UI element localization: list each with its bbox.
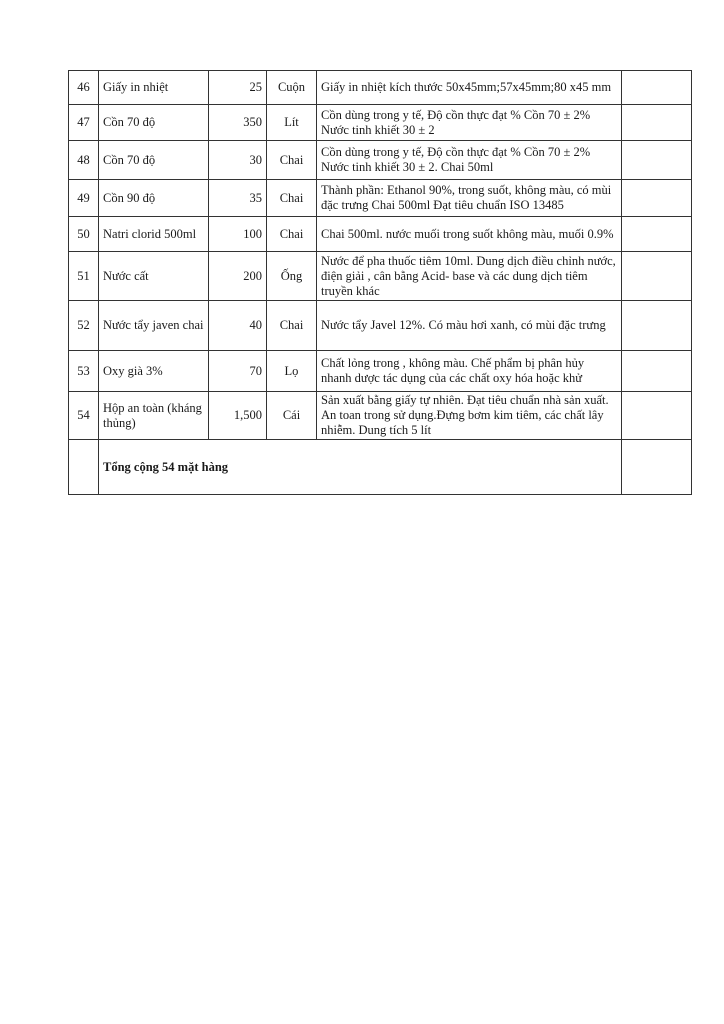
item-quantity: 350 — [209, 105, 267, 141]
table-row — [69, 71, 692, 105]
item-quantity: 35 — [209, 180, 267, 217]
item-unit: Lọ — [267, 351, 317, 392]
item-unit: Ống — [267, 252, 317, 301]
empty-cell — [622, 440, 692, 495]
table-row — [69, 301, 692, 351]
item-quantity: 40 — [209, 301, 267, 351]
item-name: Nước tẩy javen chai — [99, 301, 209, 351]
total-label: Tổng cộng 54 mặt hàng — [99, 440, 622, 495]
item-description: Chai 500ml. nước muối trong suốt không màu, muối 0.9% — [317, 217, 622, 252]
empty-cell — [622, 141, 692, 180]
item-quantity: 25 — [209, 71, 267, 105]
row-number: 54 — [69, 392, 99, 440]
item-description: Giấy in nhiệt kích thước 50x45mm;57x45mm;80 x45 mm — [317, 71, 622, 105]
item-quantity: 200 — [209, 252, 267, 301]
table-row — [69, 392, 692, 440]
item-name: Cồn 70 độ — [99, 141, 209, 180]
item-description: Thành phần: Ethanol 90%, trong suốt, không màu, có mùi đặc trưng Chai 500ml Đạt tiêu chuẩn ISO 13485 — [317, 180, 622, 217]
table-row — [69, 217, 692, 252]
row-number: 46 — [69, 71, 99, 105]
empty-cell — [622, 217, 692, 252]
item-name: Cồn 70 độ — [99, 105, 209, 141]
item-unit: Chai — [267, 141, 317, 180]
row-number: 52 — [69, 301, 99, 351]
empty-cell — [622, 252, 692, 301]
item-description: Chất lỏng trong , không màu. Chế phẩm bị phân hủy nhanh dược tác dụng của các chất oxy hóa hoặc khử — [317, 351, 622, 392]
row-number: 51 — [69, 252, 99, 301]
item-description: Nước để pha thuốc tiêm 10ml. Dung dịch điều chỉnh nước, điện giải , cân bằng Acid- base và các dung dịch tiêm truyền khác — [317, 252, 622, 301]
items-table-body — [69, 71, 692, 495]
table-row — [69, 252, 692, 301]
item-name: Giấy in nhiệt — [99, 71, 209, 105]
empty-cell — [622, 392, 692, 440]
item-unit: Lít — [267, 105, 317, 141]
row-number: 53 — [69, 351, 99, 392]
item-unit: Chai — [267, 301, 317, 351]
row-number: 47 — [69, 105, 99, 141]
item-quantity: 100 — [209, 217, 267, 252]
row-number: 48 — [69, 141, 99, 180]
item-description: Cồn dùng trong y tế, Độ cồn thực đạt % Cồn 70 ± 2% Nước tinh khiết 30 ± 2 — [317, 105, 622, 141]
item-quantity: 70 — [209, 351, 267, 392]
row-number: 49 — [69, 180, 99, 217]
item-name: Natri clorid 500ml — [99, 217, 209, 252]
item-unit: Cuộn — [267, 71, 317, 105]
empty-cell — [622, 301, 692, 351]
empty-cell — [622, 351, 692, 392]
table-row — [69, 105, 692, 141]
item-name: Nước cất — [99, 252, 209, 301]
row-number: 50 — [69, 217, 99, 252]
item-description: Sản xuất bằng giấy tự nhiên. Đạt tiêu chuẩn nhà sản xuất. An toan trong sử dụng.Đựng bơm kim tiêm, các chất lây nhiễm. Dung tích 5 lít — [317, 392, 622, 440]
items-table — [68, 70, 692, 495]
item-description: Cồn dùng trong y tế, Độ cồn thực đạt % Cồn 70 ± 2% Nước tinh khiết 30 ± 2. Chai 50ml — [317, 141, 622, 180]
table-row — [69, 351, 692, 392]
table-row — [69, 180, 692, 217]
item-name: Hộp an toàn (kháng thủng) — [99, 392, 209, 440]
item-unit: Chai — [267, 217, 317, 252]
total-row — [69, 440, 692, 495]
empty-cell — [622, 71, 692, 105]
item-name: Cồn 90 độ — [99, 180, 209, 217]
item-description: Nước tẩy Javel 12%. Có màu hơi xanh, có mùi đặc trưng — [317, 301, 622, 351]
item-quantity: 30 — [209, 141, 267, 180]
item-name: Oxy già 3% — [99, 351, 209, 392]
empty-cell — [622, 105, 692, 141]
empty-cell — [69, 440, 99, 495]
item-quantity: 1,500 — [209, 392, 267, 440]
empty-cell — [622, 180, 692, 217]
item-unit: Chai — [267, 180, 317, 217]
item-unit: Cái — [267, 392, 317, 440]
table-row — [69, 141, 692, 180]
